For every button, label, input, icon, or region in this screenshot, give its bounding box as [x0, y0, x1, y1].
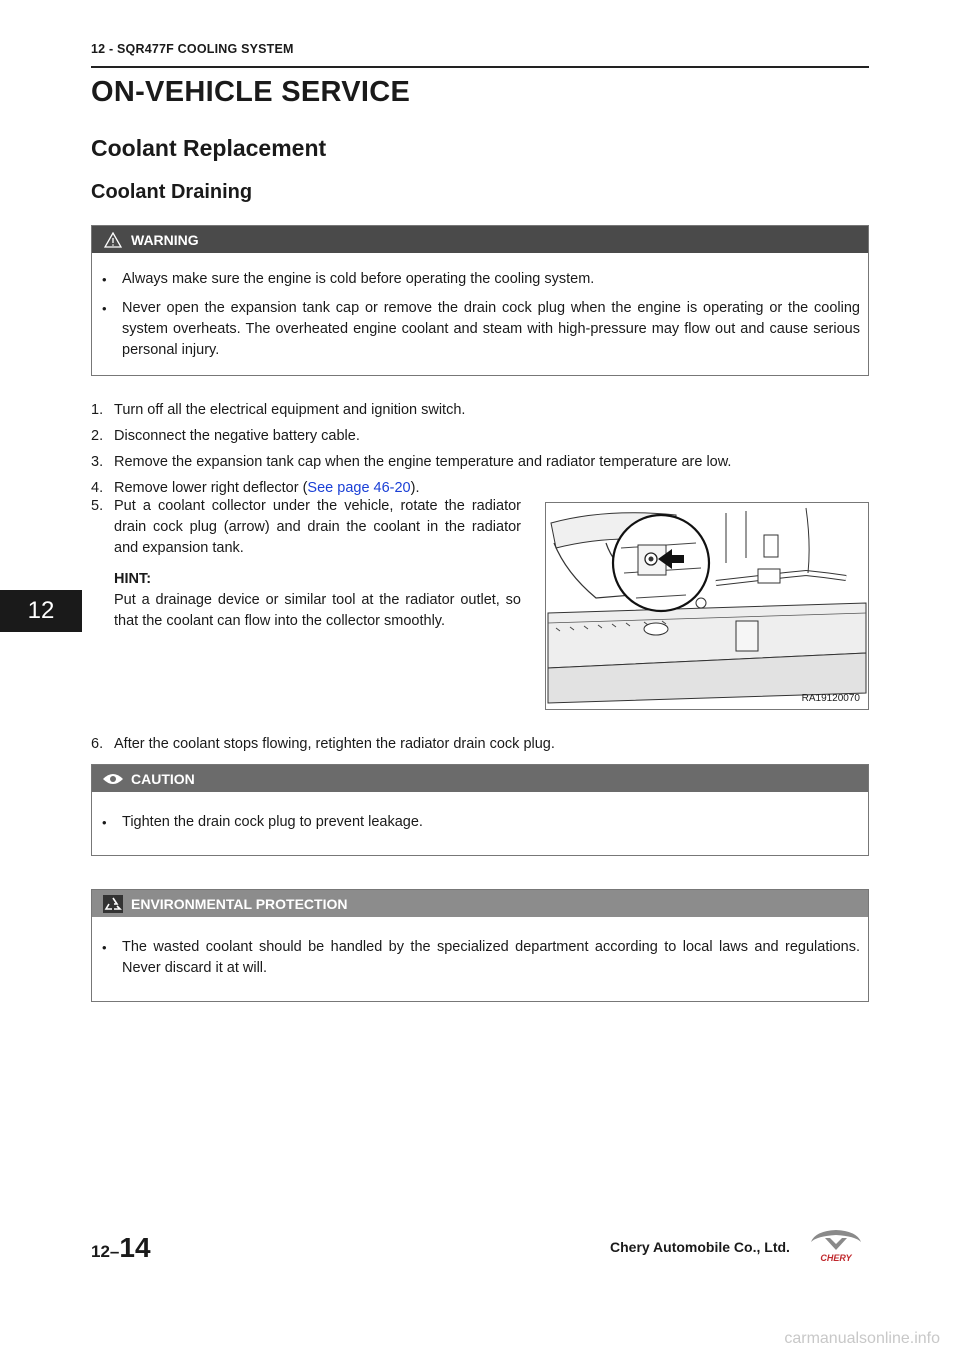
company-name: Chery Automobile Co., Ltd. [610, 1239, 790, 1255]
running-header: 12 - SQR477F COOLING SYSTEM [91, 42, 294, 56]
step-item: 2. Disconnect the negative battery cable. [91, 428, 360, 444]
steps-list [91, 734, 811, 760]
environment-label: ENVIRONMENTAL PROTECTION [131, 895, 348, 912]
svg-text:CHERY: CHERY [820, 1253, 852, 1263]
warning-box [91, 225, 869, 376]
engine-bay-illustration [546, 503, 868, 709]
step-item: 6. After the coolant stops flowing, retighten the radiator drain cock plug. [91, 736, 555, 752]
recycle-icon [102, 895, 124, 913]
caution-label: CAUTION [131, 770, 195, 787]
warning-item: • Always make sure the engine is cold before operating the cooling system. [102, 271, 595, 287]
page-number: 12–14 [91, 1232, 151, 1263]
step-item: 4. Remove lower right deflector (See page 46-20). [91, 480, 420, 496]
step-item: 3. Remove the expansion tank cap when the engine temperature and radiator temperature are low. [91, 454, 732, 470]
warning-label: WARNING [131, 231, 199, 248]
subsection-title: Coolant Replacement [91, 135, 327, 161]
hint-label: HINT: [114, 571, 152, 587]
chapter-tab: 12 [0, 590, 82, 632]
page-link[interactable]: See page 46-20 [307, 480, 411, 496]
warning-triangle-icon [102, 231, 124, 249]
steps-list [91, 400, 811, 504]
caution-bar [92, 765, 868, 792]
watermark: carmanualsonline.info [784, 1330, 940, 1347]
caution-item: • Tighten the drain cock plug to prevent leakage. [102, 814, 423, 830]
warning-bar [92, 226, 868, 253]
hint-text: Put a drainage device or similar tool at the radiator outlet, so that the coolant can flow into the collector smoothly. [114, 592, 521, 629]
environment-item: • The wasted coolant should be handled by the specialized department according to local laws and regulations. Never discard it at will. [102, 939, 860, 976]
section-title: ON-VEHICLE SERVICE [91, 76, 411, 108]
caution-box [91, 764, 869, 856]
header-rule [91, 66, 869, 68]
step-item: 1. Turn off all the electrical equipment and ignition switch. [91, 402, 466, 418]
step-item: 5. Put a coolant collector under the vehicle, rotate the radiator drain cock plug (arrow) and drain the coolant in the radiator and expansion tank. HINT: Put a drainage device or similar tool at the radiator outlet, so that the coolant can flow into the collector smoothly. [91, 496, 521, 632]
procedure-title: Coolant Draining [91, 181, 253, 203]
warning-item: • Never open the expansion tank cap or remove the drain cock plug when the engine is operating or the cooling system overheats. The overheated engine coolant and steam with high-pressure may flow out and cause serious personal injury. [102, 300, 860, 358]
figure-caption: RA19120070 [801, 693, 860, 704]
environment-box [91, 889, 869, 1002]
drain-cock-figure [545, 502, 869, 710]
chery-logo [805, 1228, 867, 1269]
eye-icon [102, 770, 124, 788]
environment-bar [92, 890, 868, 917]
